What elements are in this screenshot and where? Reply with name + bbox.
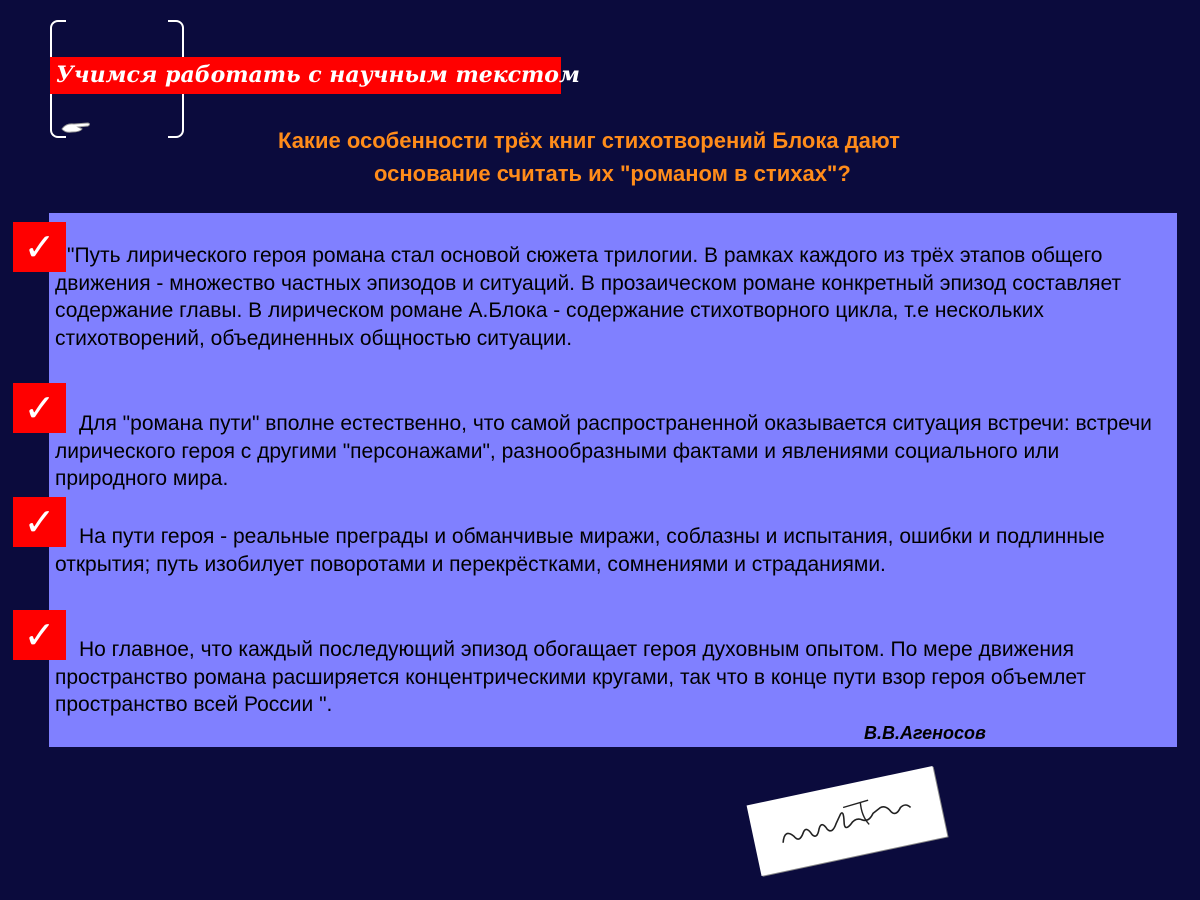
signature-scribble xyxy=(747,766,948,876)
check-icon: ✓ xyxy=(13,497,66,547)
question-heading xyxy=(278,124,1138,190)
question-line-1: Какие особенности трёх книг стихотворений Блока дают xyxy=(278,128,900,153)
check-icon: ✓ xyxy=(13,610,66,660)
signature-image xyxy=(747,766,948,876)
pointing-hand-icon xyxy=(60,117,92,135)
quote-author: В.В.Агеносов xyxy=(864,723,986,743)
quote-paragraph-3: На пути героя - реальные преграды и обманчивые миражи, соблазны и испытания, ошибки и подлинные открытия; путь изобилует поворотами и перекрёстками, сомнениями и страданиями. xyxy=(55,525,1105,576)
quote-paragraph-2: Для "романа пути" вполне естественно, что самой распространенной оказывается ситуация встречи: встречи лирического героя с другими "персонажами", разнообразными фактами и явлениями социального или природного мира. xyxy=(55,412,1152,490)
question-line-2: основание считать их "романом в стихах"? xyxy=(374,161,851,186)
title-banner: Учимся работать с научным текстом xyxy=(50,57,561,94)
check-icon: ✓ xyxy=(13,383,66,433)
quote-paragraph-4: Но главное, что каждый последующий эпизод обогащает героя духовным опытом. По мере движения пространство романа расширяется концентрическими кругами, так что в конце пути взор героя объемлет пространство всей России ". xyxy=(55,638,1086,716)
quote-paragraph-1: "Путь лирического героя романа стал основой сюжета трилогии. В рамках каждого из трёх этапов общего движения - множество частных эпизодов и ситуаций. В прозаическом романе конкретный эпизод составляет содержание главы. В лирическом романе А.Блока - содержание стихотворного цикла, т.е нескольких стихотворений, объединенных общностью ситуации. xyxy=(55,244,1122,350)
check-icon: ✓ xyxy=(13,222,66,272)
